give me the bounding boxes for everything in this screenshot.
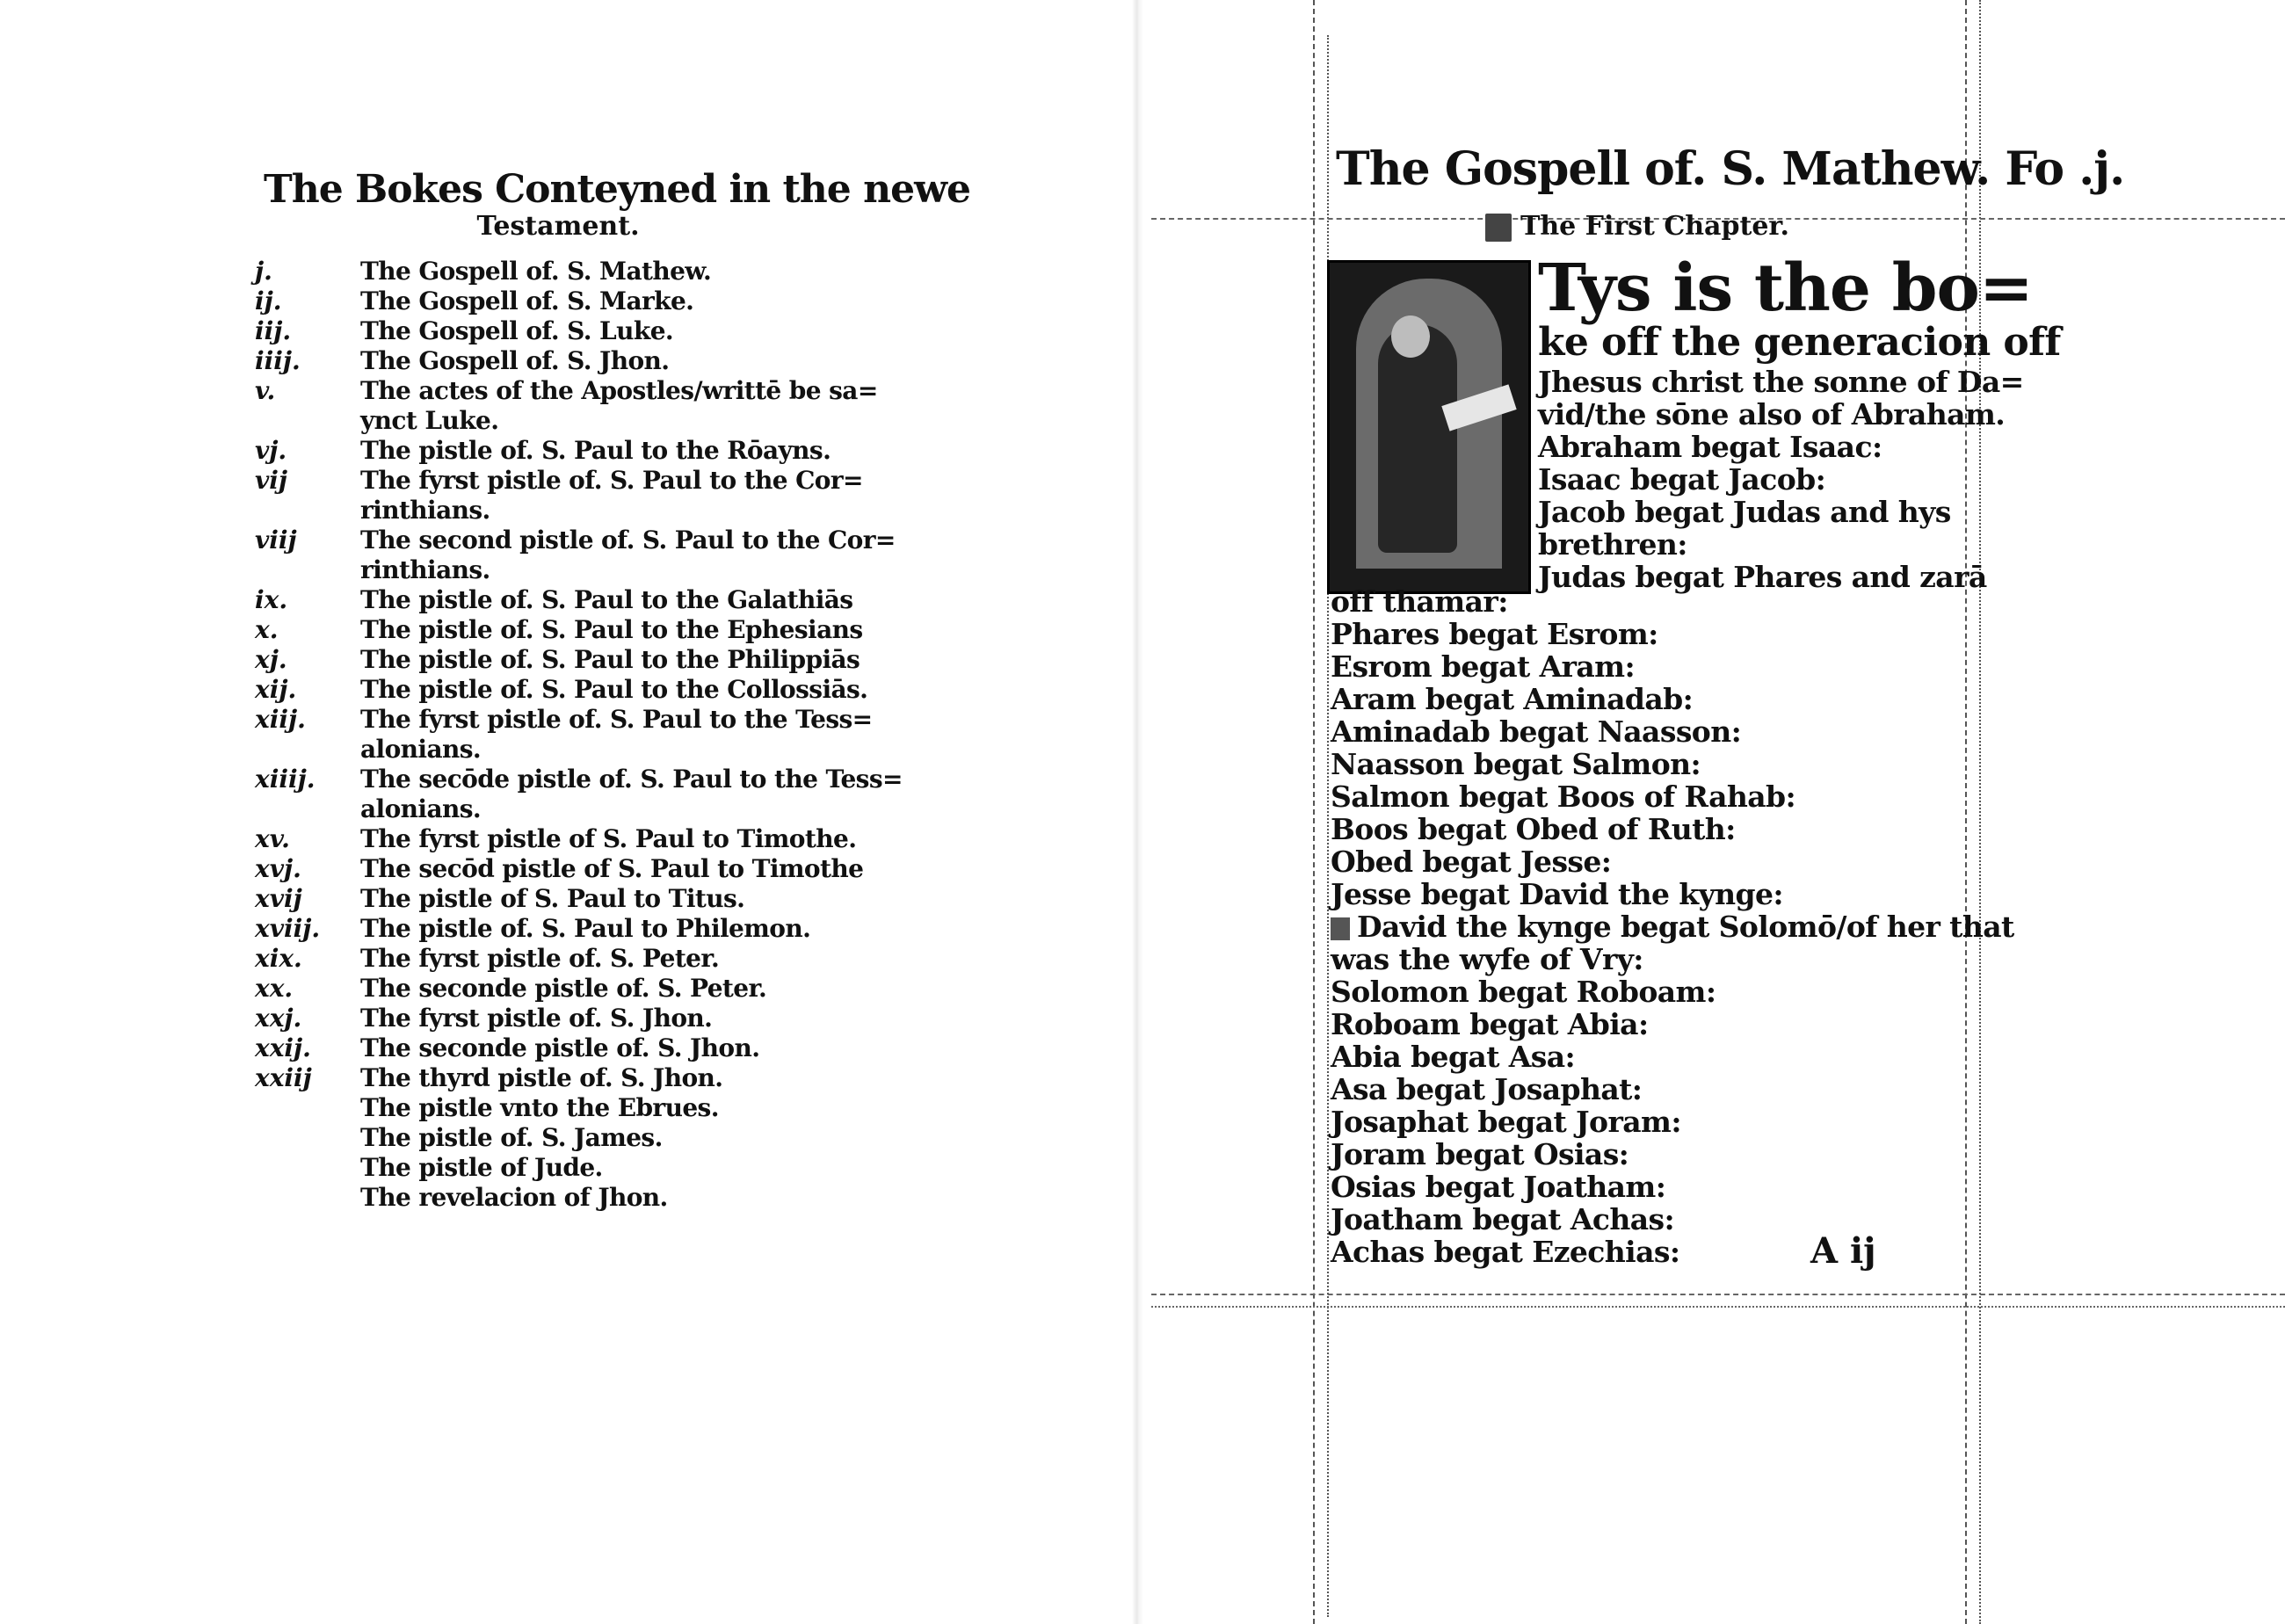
toc-entry-number: xx.	[255, 974, 294, 1003]
toc-entry-number	[255, 1123, 360, 1153]
toc-entry	[255, 466, 888, 496]
toc-entry	[255, 257, 888, 286]
text-line: Salmon begat Boos of Rahab:	[1331, 779, 1796, 814]
text-line: Jesse begat David the kynge:	[1331, 877, 1783, 911]
toc-entry-text: The Gospell of. S. Luke.	[360, 316, 674, 345]
toc-entry-text: The pistle of. S. James.	[360, 1123, 663, 1152]
text-line: Boos begat Obed of Ruth:	[1331, 812, 1736, 846]
toc-entry	[255, 1093, 888, 1123]
toc-entry	[255, 645, 888, 675]
toc-entry-number: vj.	[255, 436, 287, 465]
toc-entry-text: The pistle of Jude.	[360, 1153, 603, 1182]
toc-entry-text: The actes of the Apostles/writtē be sa=	[360, 376, 878, 405]
text-line: Roboam begat Abia:	[1331, 1007, 1649, 1041]
toc-entry	[255, 526, 896, 555]
signature-mark: A ij	[1810, 1230, 1876, 1272]
toc-entry	[255, 1153, 888, 1183]
toc-entry-text: rinthians.	[360, 496, 490, 525]
toc-entry-number: xxiij	[255, 1063, 312, 1092]
text-line: Judas begat Phares and zarā	[1538, 560, 1987, 594]
toc-entry-number: xvj.	[255, 854, 301, 883]
toc-entry-text: The fyrst pistle of S. Paul to Timothe.	[360, 824, 857, 853]
frame-line	[1151, 1306, 2285, 1308]
toc-entry	[255, 914, 888, 944]
toc-entry-text: The seconde pistle of. S. Jhon.	[360, 1033, 760, 1062]
toc-entry	[255, 675, 888, 705]
text-line: Jacob begat Judas and hys	[1538, 495, 1951, 529]
toc-entry	[255, 974, 888, 1004]
text-line: Asa begat Josaphat:	[1331, 1072, 1643, 1106]
toc-entry-text: The revelacion of Jhon.	[360, 1183, 668, 1212]
toc-entry-text: The Gospell of. S. Mathew.	[360, 257, 712, 286]
toc-entry-text: alonians.	[360, 735, 482, 764]
text-beside-woodcut	[1538, 320, 2061, 594]
toc-entry-number: ij.	[255, 286, 282, 315]
toc-entry-number: xvij	[255, 884, 302, 913]
toc-entry-text: The fyrst pistle of. S. Jhon.	[360, 1004, 713, 1033]
toc-entry-number: xxij.	[255, 1033, 311, 1062]
text-line: Phares begat Esrom:	[1331, 617, 1658, 651]
toc-entry	[255, 555, 888, 585]
woodcut-illustration	[1327, 260, 1531, 594]
toc-entry-text: The secōde pistle of. S. Paul to the Tess=	[360, 765, 903, 794]
toc-entry	[255, 735, 888, 765]
toc-entry	[255, 1004, 888, 1033]
toc-entry-text: rinthians.	[360, 555, 490, 584]
text-line: Joatham begat Achas:	[1331, 1202, 1675, 1236]
toc-entry-text: The fyrst pistle of. S. Peter.	[360, 944, 720, 973]
text-line: Abraham begat Isaac:	[1538, 430, 1882, 464]
toc-entry	[255, 854, 888, 884]
toc-entry-number: xj.	[255, 645, 287, 674]
toc-entry-number: x.	[255, 615, 279, 644]
opening-line: Tys is the bo=	[1538, 250, 2033, 326]
toc-entry-text: The pistle of. S. Paul to the Galathiās	[360, 585, 853, 614]
toc-entry-number: xv.	[255, 824, 290, 853]
toc-entry-text: ynct Luke.	[360, 406, 499, 435]
text-line: was the wyfe of Vry:	[1331, 942, 1643, 976]
toc-entry-number: v.	[255, 376, 276, 405]
toc-entry	[255, 765, 903, 794]
toc-entry-text: alonians.	[360, 794, 482, 823]
toc-entry-number: iij.	[255, 316, 292, 345]
toc-entry	[255, 884, 888, 914]
paragraph-mark-icon	[1331, 917, 1350, 940]
toc-entry	[255, 436, 888, 466]
toc-entry	[255, 376, 888, 406]
toc-list	[255, 257, 903, 1213]
text-line: Osias begat Joatham:	[1331, 1170, 1666, 1204]
text-line: Joram begat Osias:	[1331, 1137, 1629, 1171]
toc-entry	[255, 794, 888, 824]
toc-title: The Bokes Conteyned in the newe	[264, 167, 970, 212]
toc-entry	[255, 944, 888, 974]
text-line: vid/the sōne also of Abraham.	[1538, 397, 2006, 431]
toc-entry	[255, 406, 888, 436]
toc-entry-text: The secōd pistle of S. Paul to Timothe	[360, 854, 864, 883]
toc-entry	[255, 1063, 888, 1093]
toc-entry-text: The pistle of. S. Paul to the Collossiās.	[360, 675, 868, 704]
toc-entry-text: The pistle of. S. Paul to the Philippiās	[360, 645, 860, 674]
chapter-heading: The First Chapter.	[1485, 211, 1789, 242]
text-line: Achas begat Ezechias:	[1331, 1235, 1680, 1269]
toc-entry	[255, 585, 888, 615]
toc-entry	[255, 346, 888, 376]
text-line: Esrom begat Aram:	[1331, 649, 1636, 684]
frame-line	[1965, 0, 1967, 1624]
toc-entry-number: j.	[255, 257, 272, 286]
frame-line	[1979, 0, 1981, 1624]
running-head: The Gospell of. S. Mathew. Fo .j.	[1336, 142, 2125, 196]
text-line: Solomon begat Roboam:	[1331, 975, 1716, 1009]
frame-line	[1313, 0, 1315, 1624]
paragraph-mark-icon	[1485, 214, 1512, 242]
toc-entry	[255, 1033, 888, 1063]
toc-entry-number: ix.	[255, 585, 288, 614]
toc-entry-text: The pistle of. S. Paul to the Rōayns.	[360, 436, 831, 465]
toc-entry-number: xiij.	[255, 705, 306, 734]
genealogy-text	[1331, 584, 2014, 1269]
text-line: Aminadab begat Naasson:	[1331, 714, 1742, 749]
text-line: Josaphat begat Joram:	[1331, 1105, 1681, 1139]
text-line: Aram begat Aminadab:	[1331, 682, 1694, 716]
opening-line-2: ke off the generacion off	[1538, 320, 2061, 365]
text-line: Obed begat Jesse:	[1331, 845, 1612, 879]
toc-entry-text: The seconde pistle of. S. Peter.	[360, 974, 767, 1003]
toc-entry-text: The pistle vnto the Ebrues.	[360, 1093, 719, 1122]
toc-entry-number: xxj.	[255, 1004, 302, 1033]
frame-line	[1151, 1294, 2285, 1295]
toc-entry-number: iiij.	[255, 346, 301, 375]
left-page	[0, 0, 1134, 1624]
toc-entry-number: xij.	[255, 675, 297, 704]
toc-entry-number: xix.	[255, 944, 302, 973]
toc-entry	[255, 316, 888, 346]
toc-entry-number	[255, 1183, 360, 1213]
text-line: Isaac begat Jacob:	[1538, 462, 1826, 497]
toc-entry	[255, 824, 888, 854]
text-line: brethren:	[1538, 527, 1687, 562]
toc-entry	[255, 705, 888, 735]
toc-entry-text: The pistle of. S. Paul to Philemon.	[360, 914, 811, 943]
toc-entry	[255, 1123, 888, 1153]
toc-entry-number: xviij.	[255, 914, 321, 943]
toc-entry-text: The fyrst pistle of. S. Paul to the Tess=	[360, 705, 873, 734]
toc-entry-text: The fyrst pistle of. S. Paul to the Cor=	[360, 466, 863, 495]
text-line: David the kynge begat Solomō/of her that	[1331, 910, 1963, 943]
toc-entry-text: The pistle of. S. Paul to the Ephesians	[360, 615, 863, 644]
toc-entry	[255, 286, 888, 316]
toc-entry-text: The Gospell of. S. Jhon.	[360, 346, 670, 375]
text-line: Jhesus christ the sonne of Da=	[1538, 365, 2024, 399]
toc-entry-text: The pistle of S. Paul to Titus.	[360, 884, 745, 913]
toc-entry	[255, 1183, 888, 1213]
toc-entry-text: The thyrd pistle of. S. Jhon.	[360, 1063, 723, 1092]
toc-entry-text: The Gospell of. S. Marke.	[360, 286, 694, 315]
text-line: Naasson begat Salmon:	[1331, 747, 1701, 781]
toc-entry-number: xiiij.	[255, 765, 316, 794]
toc-entry-number: vij	[255, 466, 288, 495]
toc-entry-number	[255, 1093, 360, 1123]
text-line: Abia begat Asa:	[1331, 1040, 1576, 1074]
text-line: off thamar:	[1331, 584, 1508, 619]
toc-entry-number	[255, 1153, 360, 1183]
toc-entry	[255, 615, 888, 645]
toc-entry	[255, 496, 888, 526]
toc-entry-number: viij	[255, 526, 297, 555]
toc-subtitle: Testament.	[476, 211, 640, 242]
toc-entry-text: The second pistle of. S. Paul to the Cor=	[360, 526, 896, 555]
